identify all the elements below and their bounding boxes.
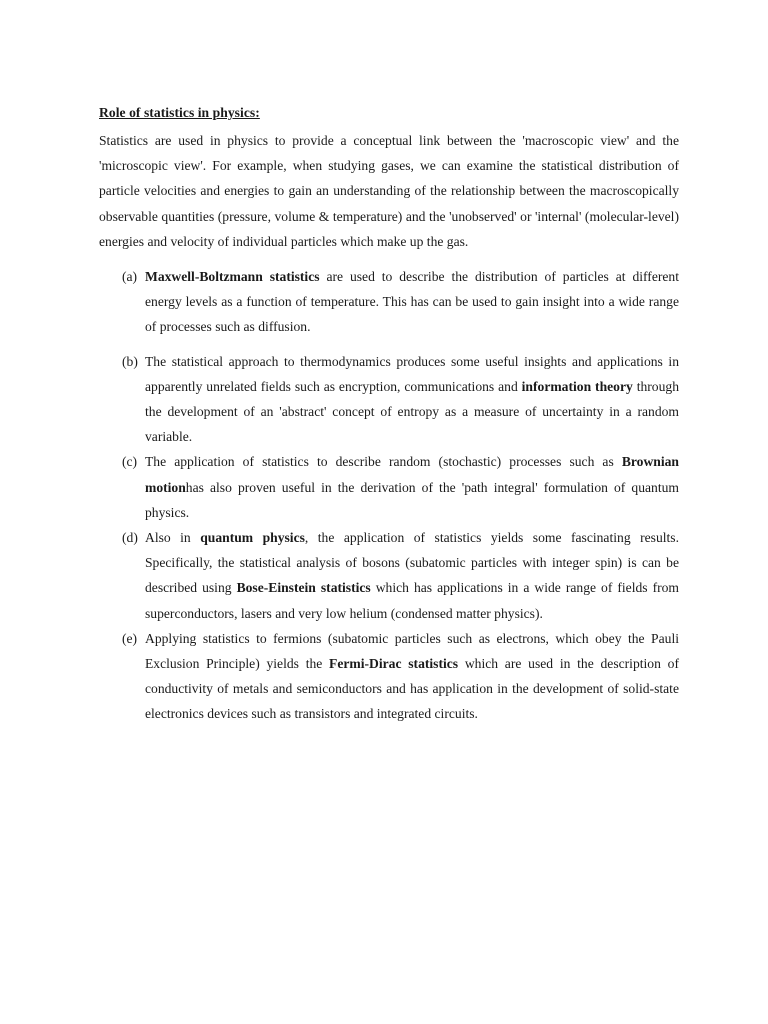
item-text-post: are used to describe the distribution of particles at different energy levels as a function of temperature. This has can be used to gain insight into a wide range of processes such as diffusion.: [145, 269, 679, 335]
list-item-a: [99, 264, 679, 340]
item-text-pre: Also in: [145, 530, 201, 546]
list-marker: (a): [122, 269, 138, 285]
item-text-post: through the development of an 'abstract' concept of entropy as a measure of uncertainty in a random variable.: [145, 378, 679, 445]
item-term-fermi-dirac: Fermi-Dirac statistics: [329, 656, 459, 672]
list-item-d: [99, 525, 679, 626]
item-text-pre: Applying statistics to fermions (subatomic particles such as electrons, which obey the Pauli Exclusion Principle) yields the: [145, 630, 679, 672]
statistics-list: [99, 264, 679, 727]
list-marker: (c): [122, 454, 138, 470]
item-term-quantum-physics: quantum physics: [200, 530, 305, 546]
item-text-post: which are used in the description of conductivity of metals and semiconductors and has application in the development of solid-state electronics devices such as transistors and integrated circuits.: [145, 656, 679, 722]
item-text-post: , the application of statistics yields some fascinating results. Specifically, the statistical analysis of bosons (subatomic particles with integer spin) is can be described using: [145, 530, 679, 596]
list-marker: (d): [122, 530, 138, 546]
item-text-post-2: which has applications in a wide range of fields from superconductors, lasers and very low helium (condensed matter physics).: [145, 580, 679, 621]
item-text-post: has also proven useful in the derivation of the 'path integral' formulation of quantum physics.: [145, 479, 679, 520]
item-term-information-theory: information theory: [521, 378, 633, 394]
list-marker: (e): [122, 630, 138, 646]
list-item-c: [99, 449, 679, 525]
item-text-pre: The application of statistics to describe random (stochastic) processes such as: [145, 454, 622, 470]
item-term-bose-einstein: Bose-Einstein statistics: [236, 580, 371, 596]
item-text-pre: The statistical approach to thermodynamics produces some useful insights and applications in apparently unrelated fields such as encryption, communications and: [145, 353, 679, 394]
intro-paragraph: Statistics are used in physics to provide a conceptual link between the 'macroscopic view' and the 'microscopic view'. For example, when studying gases, we can examine the statistical distribution of particle velocities and energies to gain an understanding of the relationship between the macroscopically observable quantities (pressure, volume & temperature) and the 'unobserved' or 'internal' (molecular-level) energies and velocity of individual particles which make up the gas.: [99, 133, 679, 249]
list-item-b: [99, 349, 679, 450]
list-marker: (b): [122, 353, 138, 369]
list-item-e: [99, 626, 679, 727]
section-heading: Role of statistics in physics:: [99, 105, 260, 120]
document-page: [99, 103, 679, 727]
item-term-maxwell-boltzmann: Maxwell-Boltzmann statistics: [145, 269, 320, 285]
item-term-brownian-motion: Brownian motion: [145, 454, 679, 495]
